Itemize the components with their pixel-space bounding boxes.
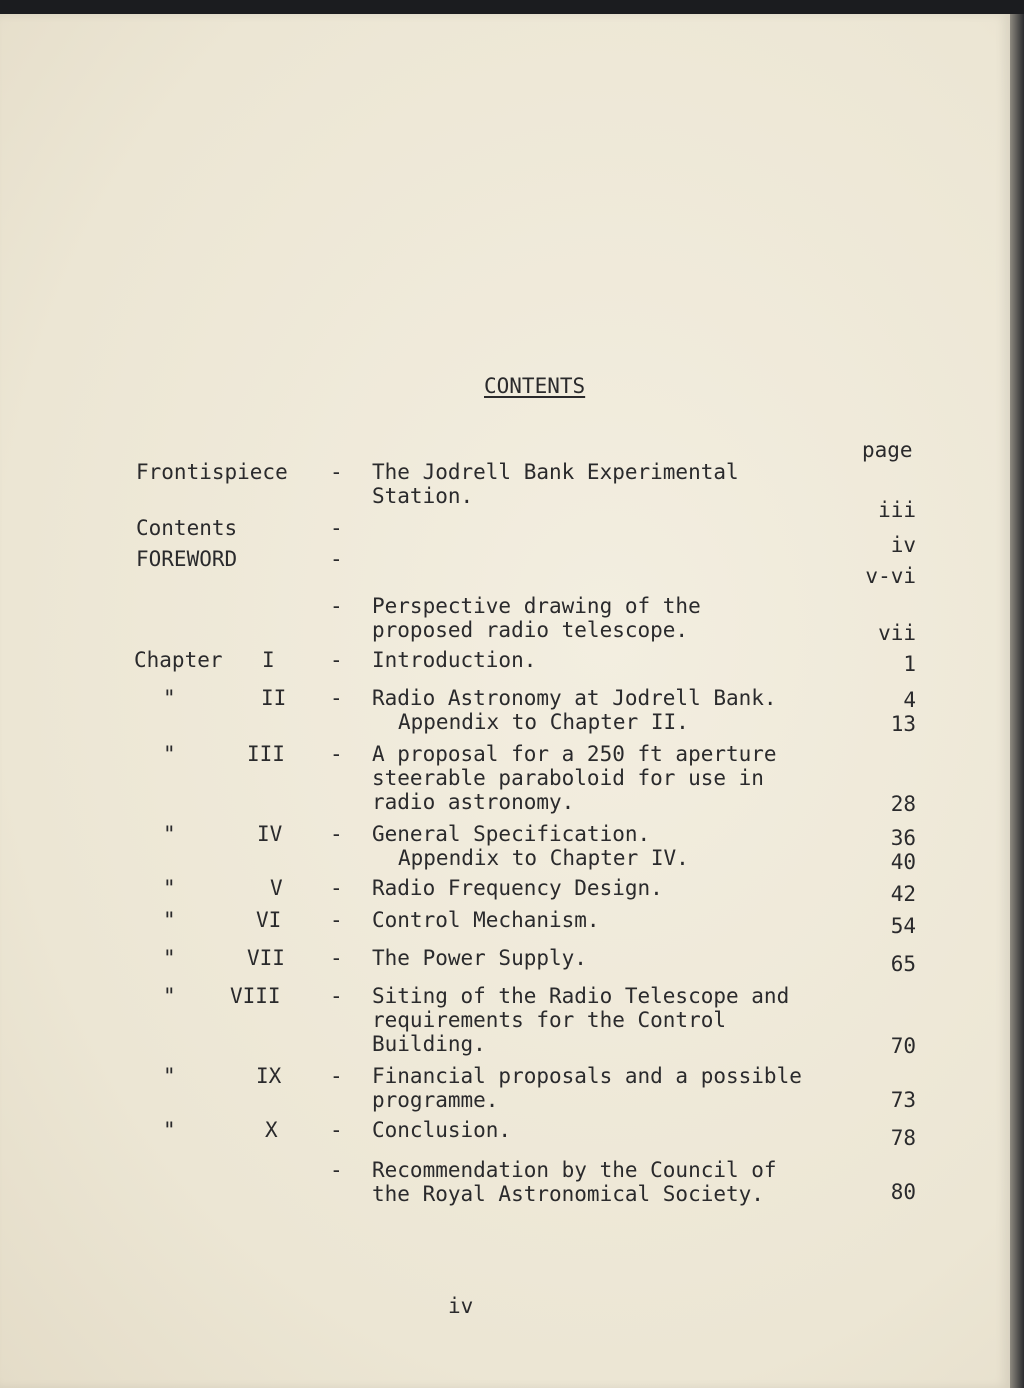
entry-description-line: Introduction. xyxy=(372,648,537,672)
entry-page-number: 4 xyxy=(903,688,916,712)
entry-page-number: 70 xyxy=(890,1034,916,1058)
entry-description-line: the Royal Astronomical Society. xyxy=(372,1182,764,1206)
entry-label: " xyxy=(163,908,176,932)
entry-page-number: v-vi xyxy=(865,564,916,588)
chapter-numeral: VII xyxy=(247,946,285,970)
entry-description-line: Recommendation by the Council of xyxy=(372,1158,777,1182)
entry-dash: - xyxy=(330,648,343,672)
entry-page-number: 54 xyxy=(890,914,916,938)
entry-page-number: iii xyxy=(878,498,916,522)
chapter-numeral: VI xyxy=(256,908,282,932)
entry-label: " xyxy=(163,984,176,1008)
entry-dash: - xyxy=(330,547,343,571)
entry-page-number: 40 xyxy=(890,850,916,874)
entry-dash: - xyxy=(330,946,343,970)
chapter-numeral: IX xyxy=(256,1064,282,1088)
entry-page-number: 73 xyxy=(890,1088,916,1112)
entry-page-number: 13 xyxy=(890,712,916,736)
entry-description-line: programme. xyxy=(372,1088,499,1112)
entry-page-number: 65 xyxy=(890,952,916,976)
entry-description-line: radio astronomy. xyxy=(372,790,575,814)
entry-description-line: Radio Frequency Design. xyxy=(372,876,663,900)
entry-description-line: Perspective drawing of the xyxy=(372,594,701,618)
entry-description-line: General Specification. xyxy=(372,822,651,846)
chapter-numeral: II xyxy=(261,686,287,710)
entry-label: " xyxy=(163,686,176,710)
entry-dash: - xyxy=(330,516,343,540)
entry-page-number: 78 xyxy=(890,1126,916,1150)
entry-label: Chapter xyxy=(134,648,223,672)
entry-page-number: iv xyxy=(890,533,916,557)
entry-page-number: vii xyxy=(878,621,916,645)
entry-dash: - xyxy=(330,1064,343,1088)
entry-dash: - xyxy=(330,908,343,932)
entry-label: " xyxy=(163,946,176,970)
page-number: iv xyxy=(448,1294,474,1318)
entry-label: Frontispiece xyxy=(136,460,288,484)
entry-page-number: 80 xyxy=(890,1180,916,1204)
entry-label: " xyxy=(163,1064,176,1088)
entry-description-line: steerable paraboloid for use in xyxy=(372,766,764,790)
entry-page-number: 42 xyxy=(890,882,916,906)
entry-description-line: The Power Supply. xyxy=(372,946,587,970)
page-edge xyxy=(1010,14,1024,1388)
entry-description-line: Radio Astronomy at Jodrell Bank. xyxy=(372,686,777,710)
page-title: CONTENTS xyxy=(484,374,586,398)
entry-description-line: A proposal for a 250 ft aperture xyxy=(372,742,777,766)
page-column-header: page xyxy=(862,438,913,462)
chapter-numeral: IV xyxy=(257,822,283,846)
entry-description-line: Building. xyxy=(372,1032,486,1056)
entry-dash: - xyxy=(330,1158,343,1182)
entry-label: " xyxy=(163,876,176,900)
entry-label: FOREWORD xyxy=(136,547,238,571)
entry-description-line: Conclusion. xyxy=(372,1118,512,1142)
entry-dash: - xyxy=(330,742,343,766)
entry-description-line: Financial proposals and a possible xyxy=(372,1064,802,1088)
entry-description-line: proposed radio telescope. xyxy=(372,618,689,642)
entry-page-number: 36 xyxy=(890,826,916,850)
chapter-numeral: I xyxy=(262,648,275,672)
entry-description-line: Control Mechanism. xyxy=(372,908,600,932)
entry-dash: - xyxy=(330,1118,343,1142)
entry-description-line: The Jodrell Bank Experimental xyxy=(372,460,739,484)
entry-description-line: Appendix to Chapter II. xyxy=(398,710,689,734)
entry-dash: - xyxy=(330,686,343,710)
chapter-numeral: III xyxy=(247,742,285,766)
entry-page-number: 1 xyxy=(903,652,916,676)
entry-label: " xyxy=(163,822,176,846)
document-page xyxy=(0,14,1010,1388)
entry-label: Contents xyxy=(136,516,238,540)
entry-dash: - xyxy=(330,876,343,900)
entry-page-number: 28 xyxy=(890,792,916,816)
entry-dash: - xyxy=(330,822,343,846)
entry-description-line: Appendix to Chapter IV. xyxy=(398,846,689,870)
entry-dash: - xyxy=(330,460,343,484)
entry-label: " xyxy=(163,1118,176,1142)
entry-label: " xyxy=(163,742,176,766)
entry-description-line: requirements for the Control xyxy=(372,1008,727,1032)
chapter-numeral: VIII xyxy=(230,984,281,1008)
entry-dash: - xyxy=(330,984,343,1008)
entry-dash: - xyxy=(330,594,343,618)
chapter-numeral: V xyxy=(270,876,283,900)
entry-description-line: Siting of the Radio Telescope and xyxy=(372,984,790,1008)
chapter-numeral: X xyxy=(265,1118,278,1142)
entry-description-line: Station. xyxy=(372,484,474,508)
